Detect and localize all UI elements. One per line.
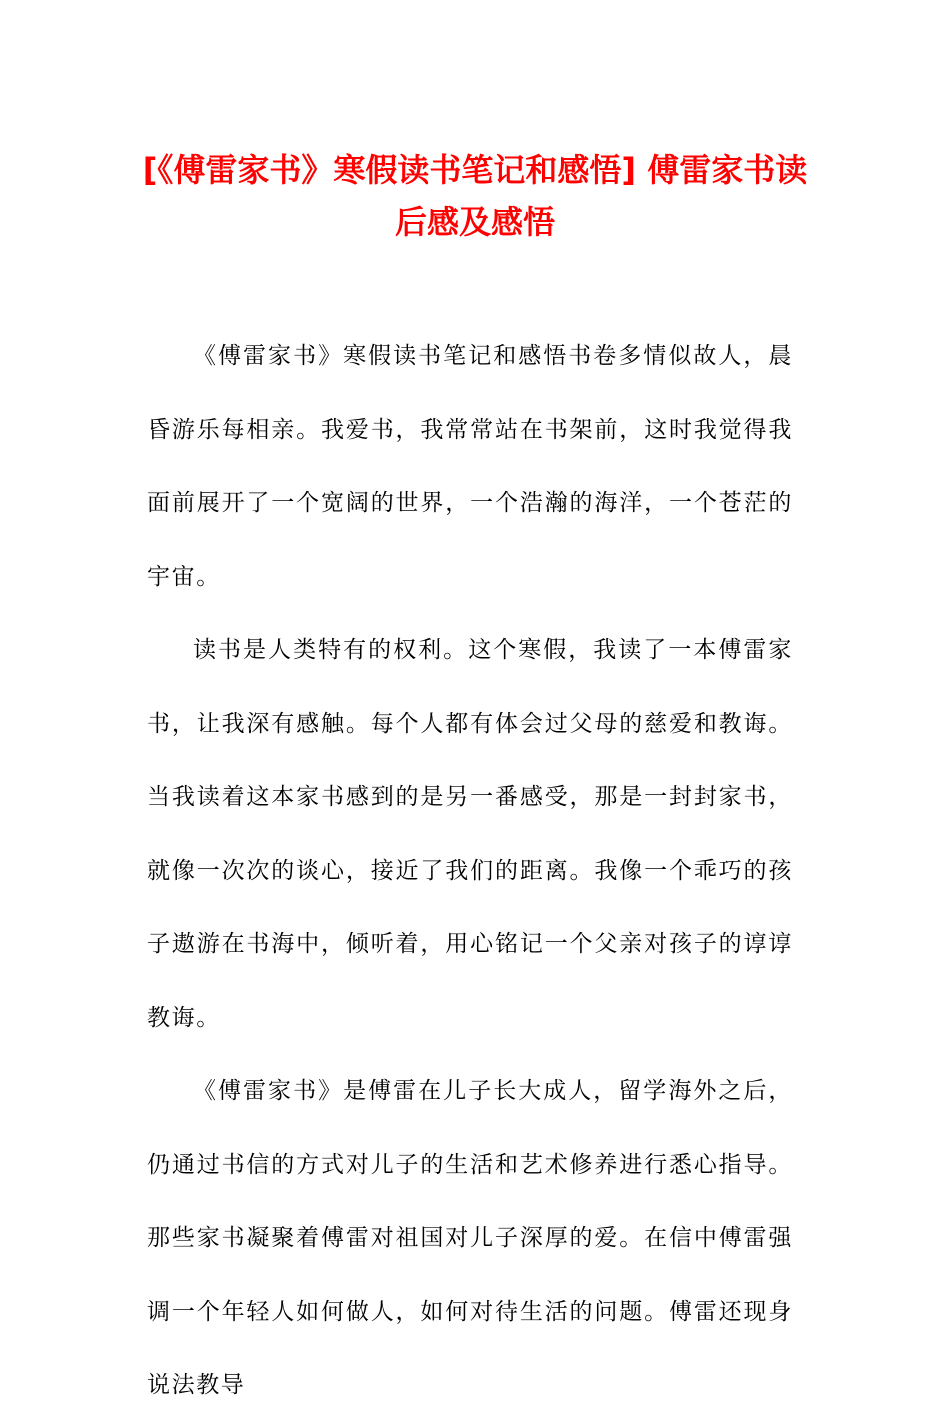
- document-title: [《傅雷家书》寒假读书笔记和感悟] 傅雷家书读后感及感悟: [142, 151, 808, 241]
- paragraph-2: 读书是人类特有的权利。这个寒假，我读了一本傅雷家书，让我深有感触。每个人都有体会过父母的慈爱和教诲。当我读着这本家书感到的是另一番感受，那是一封封家书，就像一次次的谈心，接近了我们的距离。我像一个乖巧的孩子遨游在书海中，倾听着，用心铭记一个父亲对孩子的谆谆教诲。: [147, 637, 793, 1031]
- paragraph-1: 《傅雷家书》寒假读书笔记和感悟书卷多情似故人，晨昏游乐每相亲。我爱书，我常常站在书架前，这时我觉得我面前展开了一个宽阔的世界，一个浩瀚的海洋，一个苍茫的宇宙。: [147, 343, 793, 590]
- document-body: [147, 320, 793, 1423]
- paragraph-3: 《傅雷家书》是傅雷在儿子长大成人，留学海外之后，仍通过书信的方式对儿子的生活和艺术修养进行悉心指导。那些家书凝聚着傅雷对祖国对儿子深厚的爱。在信中傅雷强调一个年轻人如何做人，如何对待生活的问题。傅雷还现身说法教导: [147, 1078, 793, 1398]
